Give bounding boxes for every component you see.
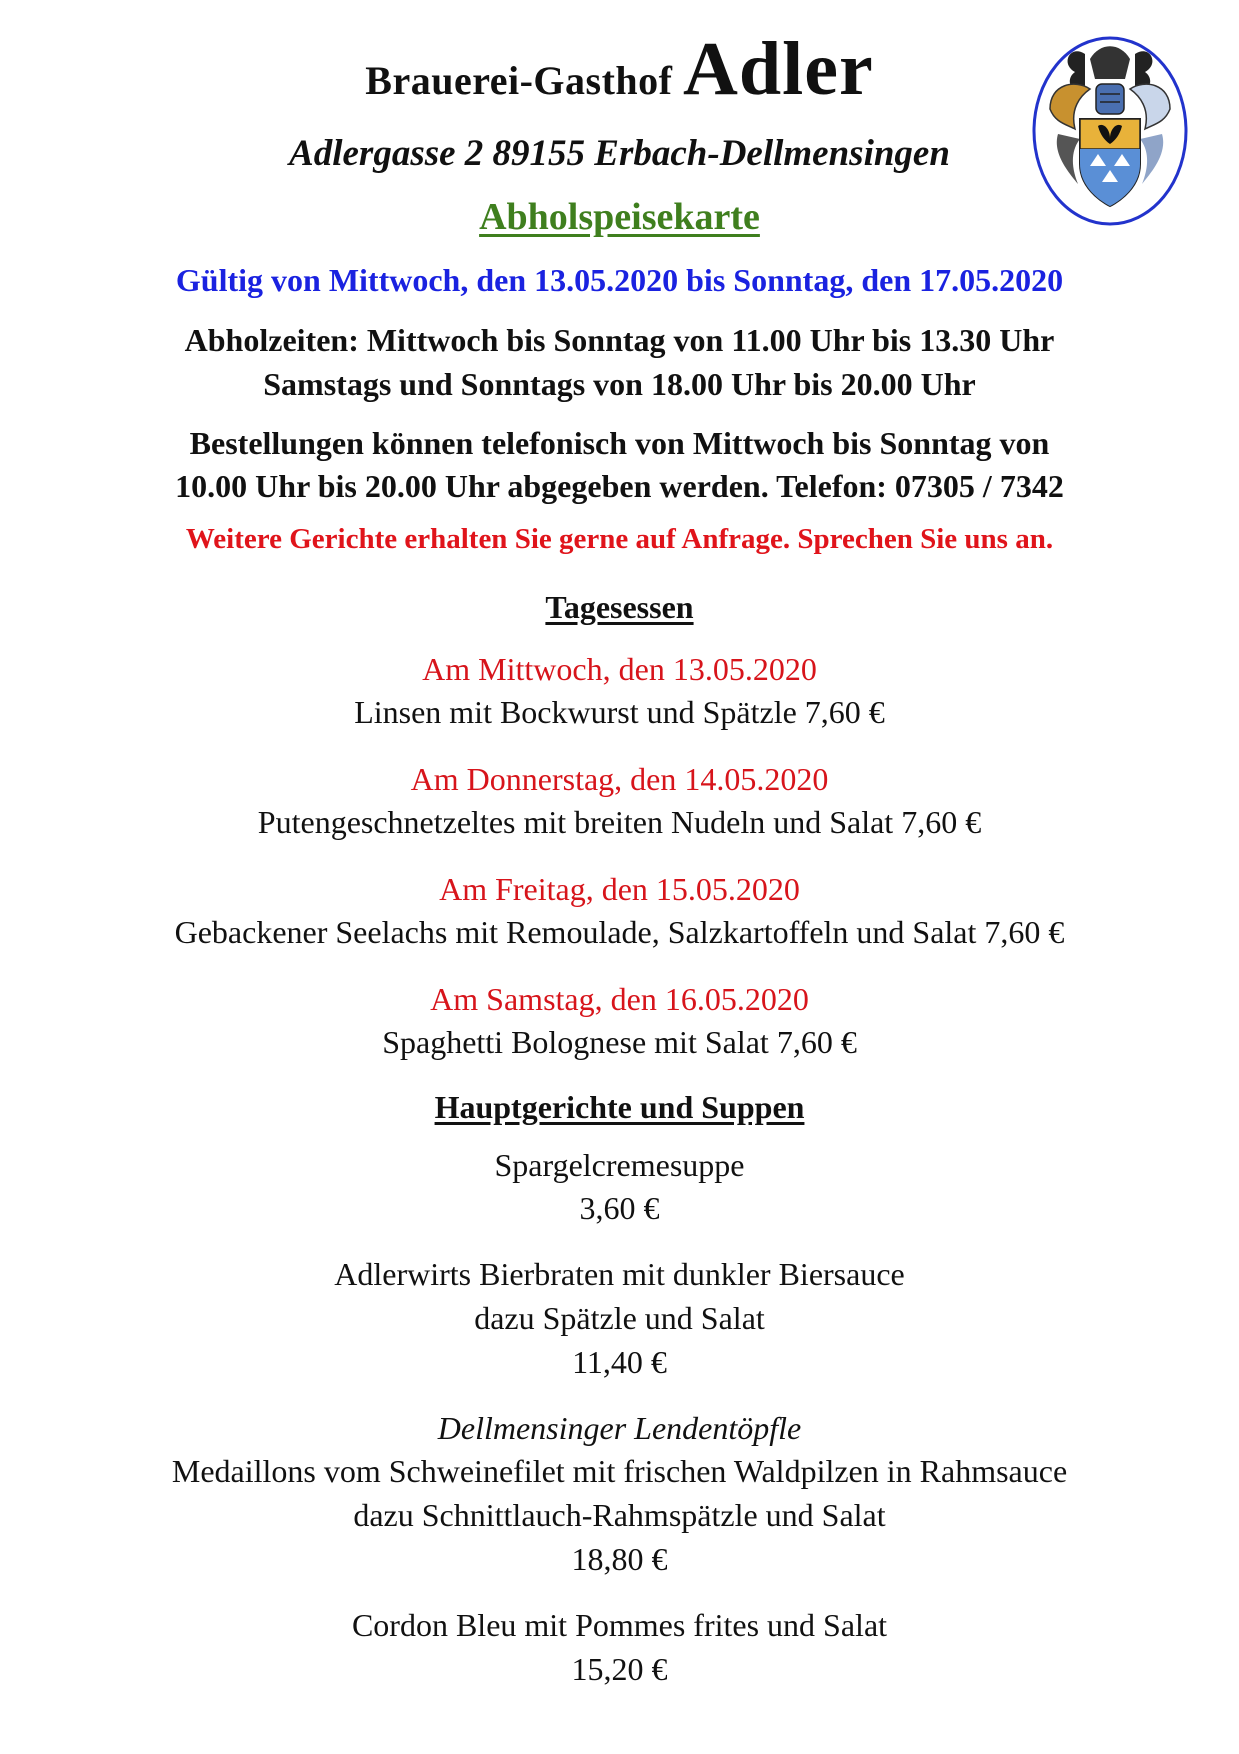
main-dish-line: Medaillons vom Schweinefilet mit frischen Waldpilzen in Rahmsauce [171,1453,1068,1489]
daily-day: Am Mittwoch, den 13.05.2020 [422,651,817,687]
orders-line-2: 10.00 Uhr bis 20.00 Uhr abgegeben werden. Telefon: 07305 / 7342 [175,468,1064,504]
daily-dish: Spaghetti Bolognese mit Salat 7,60 € [382,1024,857,1060]
title-prefix: Brauerei-Gasthof [365,58,673,103]
daily-day: Am Freitag, den 15.05.2020 [439,871,800,907]
main-dish-name: Dellmensinger Lendentöpfle [437,1410,802,1446]
main-dish-line: Spargelcremesuppe [494,1147,745,1183]
main-dish-line: Cordon Bleu mit Pommes frites und Salat [351,1607,888,1643]
address: Adlergasse 2 89155 Erbach-Dellmensingen [289,133,950,174]
main-dish-price: 18,80 € [571,1541,668,1577]
notice-text: Weitere Gerichte erhalten Sie gerne auf Anfrage. Sprechen Sie uns an. [185,523,1054,555]
title-name: Adler [682,27,874,111]
daily-heading: Tagesessen [545,589,694,625]
menu-subtitle: Abholspeisekarte [479,196,760,238]
daily-day: Am Donnerstag, den 14.05.2020 [410,761,829,797]
main-dish-price: 11,40 € [572,1344,667,1380]
pickup-times-line-1: Abholzeiten: Mittwoch bis Sonntag von 11.00 Uhr bis 13.30 Uhr [184,322,1055,358]
main-dish-price: 3,60 € [579,1190,660,1226]
main-dish-line: dazu Spätzle und Salat [474,1300,765,1336]
orders-line-1: Bestellungen können telefonisch von Mittwoch bis Sonntag von [189,425,1050,461]
validity-period: Gültig von Mittwoch, den 13.05.2020 bis Sonntag, den 17.05.2020 [175,262,1064,298]
daily-dish: Linsen mit Bockwurst und Spätzle 7,60 € [354,694,885,730]
main-dish-line: Adlerwirts Bierbraten mit dunkler Biersauce [334,1256,905,1292]
main-dish-line: dazu Schnittlauch-Rahmspätzle und Salat [353,1497,886,1533]
daily-dish: Putengeschnetzeltes mit breiten Nudeln und Salat 7,60 € [257,804,982,840]
mains-heading: Hauptgerichte und Suppen [434,1089,805,1125]
main-dish-price: 15,20 € [571,1651,668,1687]
daily-day: Am Samstag, den 16.05.2020 [430,981,809,1017]
daily-dish: Gebackener Seelachs mit Remoulade, Salzkartoffeln und Salat 7,60 € [174,914,1065,950]
pickup-times-line-2: Samstags und Sonntags von 18.00 Uhr bis 20.00 Uhr [263,366,976,402]
